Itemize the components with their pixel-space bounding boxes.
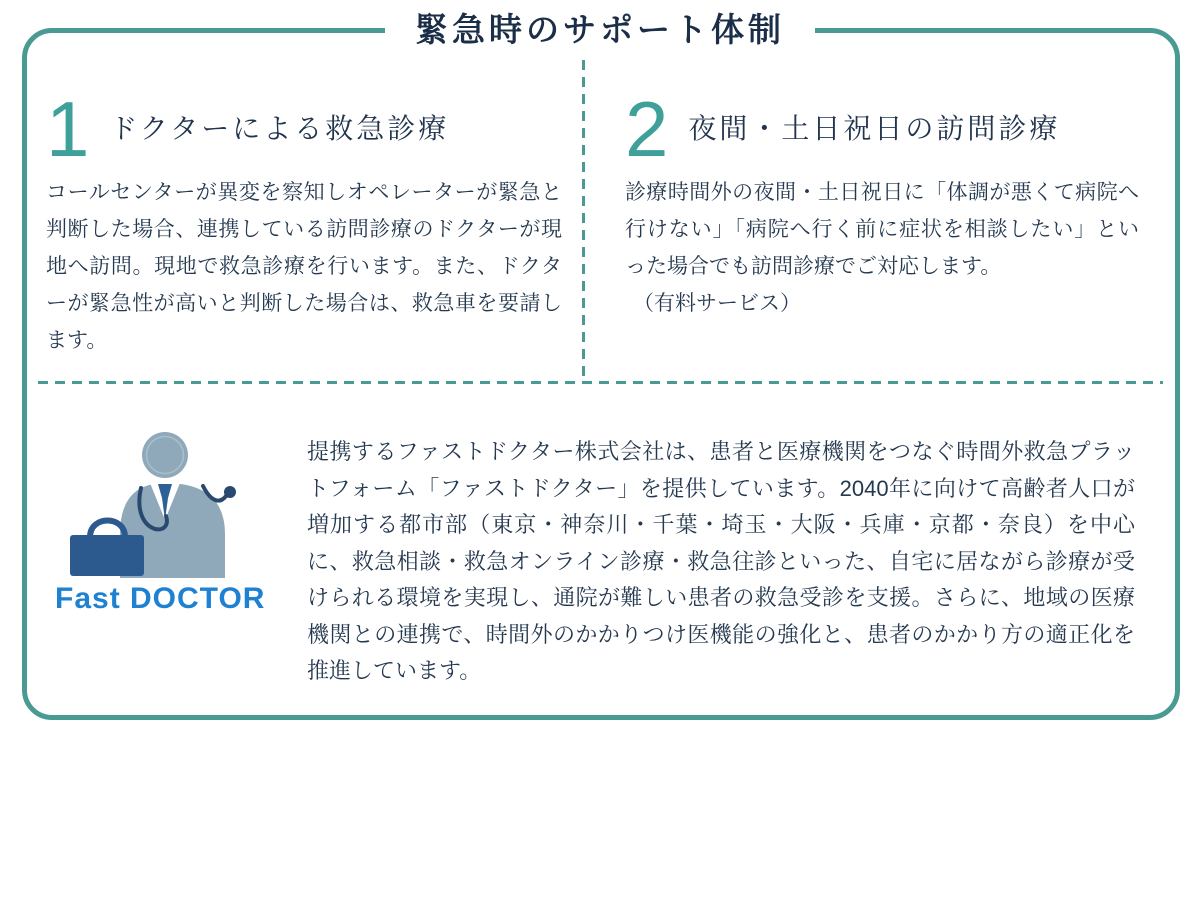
section-header <box>625 85 1139 173</box>
horizontal-dashed-divider <box>38 381 1163 384</box>
section-heading: ドクターによる救急診療 <box>109 113 450 144</box>
page-title: 緊急時のサポート体制 <box>385 8 815 52</box>
partner-description: 提携するファストドクター株式会社は、患者と医療機関をつなぐ時間外救急プラットフォーム「ファストドクター」を提供しています。2040年に向けて高齢者人口が増加する都市部（東京・神奈川・千葉・埼玉・大阪・兵庫・京都・奈良）を中心に、救急相談・救急オンライン診療・救急往診といった、自宅に居ながら診療が受けられる環境を実現し、通院が難しい患者の救急受診を支援。さらに、地域の医療機関との連携で、時間外のかかりつけ医機能の強化と、患者のかかり方の適正化を推進しています。 <box>307 439 1135 683</box>
section-header <box>46 85 562 173</box>
section-heading: 夜間・土日祝日の訪問診療 <box>688 113 1061 144</box>
doctor-illustration <box>65 430 240 582</box>
section-number: 2 <box>625 85 669 173</box>
vertical-dashed-divider <box>582 60 585 383</box>
section-body-text: 診療時間外の夜間・土日祝日に「体調が悪くて病院へ行けない」「病院へ行く前に症状を相談したい」といった場合でも訪問診療でご対応します。 <box>625 181 1139 278</box>
section-number: 1 <box>46 85 90 173</box>
section-doctor-emergency-care <box>46 85 562 359</box>
paid-service-note: （有料サービス） <box>633 292 801 315</box>
section-night-holiday-visits <box>625 85 1139 322</box>
section-body-text: コールセンターが異変を察知しオペレーターが緊急と判断した場合、連携している訪問診療のドクターが現地へ訪問。現地で救急診療を行います。また、ドクターが緊急性が高いと判断した場合は、救急車を要請します。 <box>46 181 562 352</box>
fastdoctor-logo-text: Fast DOCTOR <box>55 582 266 615</box>
